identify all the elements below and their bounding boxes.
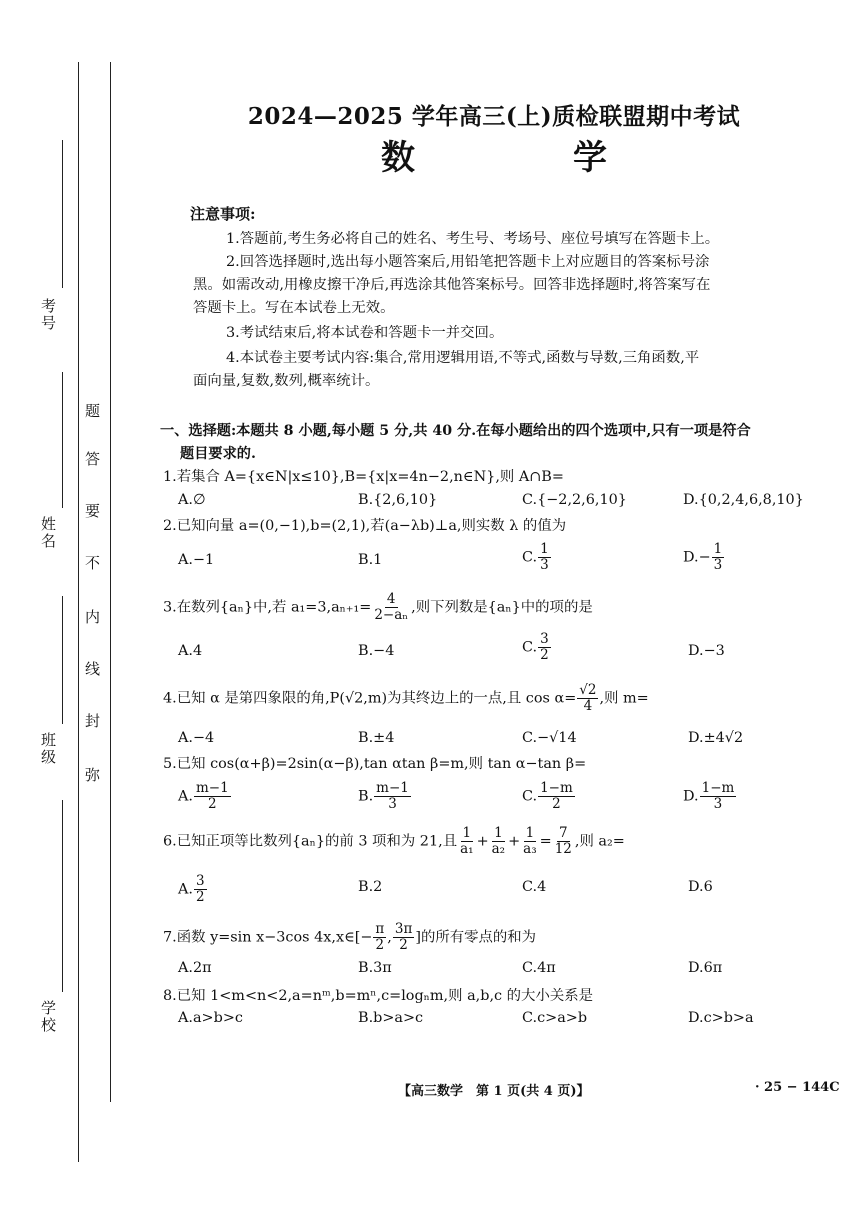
question-8-option-a[interactable]: A.a>b>c	[178, 1010, 243, 1026]
question-8-option-d[interactable]: D.c>b>a	[688, 1010, 754, 1026]
stem-text: 6.已知正项等比数列{aₙ}的前 3 项和为 21,且	[163, 833, 458, 850]
denominator: 3	[713, 796, 723, 812]
notice-item-2c: 答题卡上。写在本试卷上无效。	[193, 300, 395, 316]
denominator: 2−aₙ	[374, 607, 409, 623]
fraction	[538, 781, 575, 812]
numerator: π	[375, 921, 385, 937]
school-label: 学校	[39, 1000, 57, 1034]
fraction	[393, 922, 414, 953]
binding-line-outer	[78, 62, 79, 1162]
class-line[interactable]	[62, 596, 63, 724]
question-6-option-c[interactable]: C.4	[522, 879, 547, 895]
question-4-option-d[interactable]: D.±4√2	[688, 730, 744, 746]
numerator: 3	[195, 873, 205, 889]
question-3-option-a[interactable]: A.4	[178, 643, 203, 659]
stem-text: 7.函数 y=sin x−3cos 4x,x∈[−	[163, 929, 373, 946]
school-line[interactable]	[62, 800, 63, 992]
page-footer: 【高三数学 第 1 页(共 4 页)】	[398, 1084, 590, 1099]
fraction	[577, 683, 598, 714]
fraction	[490, 826, 507, 857]
question-6-option-d[interactable]: D.6	[688, 879, 713, 895]
question-4-option-c[interactable]: C.−√14	[522, 730, 577, 746]
fraction	[374, 781, 411, 812]
denominator: 2	[195, 889, 205, 905]
question-2-stem: 2.已知向量 a=(0,−1),b=(2,1),若(a−λb)⊥a,则实数 λ 的值为	[163, 518, 567, 534]
question-4-option-b[interactable]: B.±4	[358, 730, 395, 746]
numerator: 3π	[394, 921, 413, 937]
numerator: 1−m	[701, 780, 735, 796]
question-7-stem	[163, 922, 536, 953]
question-5-option-b[interactable]	[358, 781, 412, 812]
question-4-option-a[interactable]: A.−4	[178, 730, 215, 746]
fraction	[373, 922, 386, 953]
numerator: 1	[540, 541, 549, 557]
denominator: 3	[388, 796, 397, 812]
subject-title: 数 学	[381, 138, 669, 178]
stem-text: ]的所有零点的和为	[415, 929, 537, 946]
seal-char-7: 封	[85, 712, 101, 730]
seal-char-5: 内	[85, 608, 101, 626]
denominator: 2	[208, 796, 217, 812]
notice-item-2a: 2.回答选择题时,选出每小题答案后,用铅笔把答题卡上对应题目的答案标号涂	[226, 254, 710, 270]
question-1-option-d[interactable]: D.{0,2,4,6,8,10}	[683, 492, 804, 508]
question-7-option-c[interactable]: C.4π	[522, 960, 556, 976]
notice-item-4b: 面向量,复数,数列,概率统计。	[193, 373, 380, 389]
seal-char-1: 题	[85, 402, 101, 420]
notice-heading: 注意事项:	[190, 205, 256, 223]
question-7-option-b[interactable]: B.3π	[358, 960, 392, 976]
question-2-option-b[interactable]: B.1	[358, 552, 383, 568]
denominator: 3	[713, 557, 723, 573]
notice-item-1: 1.答题前,考生务必将自己的姓名、考生号、考场号、座位号填写在答题卡上。	[226, 231, 720, 247]
exam-title: 2024—2025 学年高三(上)质检联盟期中考试	[247, 103, 741, 130]
denominator: a₃	[523, 841, 537, 857]
class-label: 班级	[39, 732, 57, 766]
stem-text: 4.已知 α 是第四象限的角,P(√2,m)为其终边上的一点,且 cos α=	[163, 690, 577, 707]
question-3-option-b[interactable]: B.−4	[358, 643, 395, 659]
option-prefix: C.	[522, 788, 538, 805]
fraction	[194, 874, 207, 905]
section-heading-cont: 题目要求的.	[180, 446, 256, 462]
stem-text: ,则 m=	[599, 690, 649, 707]
denominator: a₂	[491, 841, 506, 857]
denominator: 2	[540, 647, 549, 663]
stem-text: 3.在数列{aₙ}中,若 a₁=3,aₙ₊₁=	[163, 599, 372, 616]
denominator: 3	[540, 557, 549, 573]
question-2-option-c[interactable]	[522, 542, 552, 573]
equals-sign: =	[539, 833, 552, 850]
numerator: √2	[579, 682, 597, 698]
question-7-option-a[interactable]: A.2π	[178, 960, 212, 976]
question-3-option-c[interactable]	[522, 632, 552, 663]
option-prefix: D.	[683, 788, 699, 805]
binding-line-inner	[110, 62, 111, 1102]
denominator: 2	[399, 937, 408, 953]
seal-char-3: 要	[85, 502, 101, 520]
fraction	[712, 542, 725, 573]
numerator: 1	[713, 541, 723, 557]
numerator: m−1	[195, 780, 229, 796]
question-1-stem: 1.若集合 A={x∈N|x≤10},B={x|x=4n−2,n∈N},则 A∩B=	[163, 469, 564, 485]
numerator: m−1	[376, 780, 409, 796]
fraction	[194, 781, 231, 812]
numerator: 1	[525, 825, 535, 841]
fraction	[521, 826, 538, 857]
option-prefix: A.	[178, 788, 193, 805]
denominator: 12	[554, 841, 572, 857]
numerator: 4	[386, 591, 396, 607]
numerator: 3	[540, 631, 549, 647]
name-label: 姓名	[39, 516, 57, 550]
notice-item-4a: 4.本试卷主要考试内容:集合,常用逻辑用语,不等式,函数与导数,三角函数,平	[226, 350, 700, 366]
denominator: 2	[552, 796, 561, 812]
question-6-option-b[interactable]: B.2	[358, 879, 383, 895]
question-5-option-c[interactable]	[522, 781, 576, 812]
option-prefix: C.	[522, 549, 538, 566]
seal-char-6: 线	[85, 660, 101, 678]
question-1-option-a[interactable]: A.∅	[178, 492, 206, 508]
denominator: 4	[583, 698, 593, 714]
question-8-option-b[interactable]: B.b>a>c	[358, 1010, 424, 1026]
stem-text: ,则下列数是{aₙ}中的项的是	[411, 599, 593, 616]
plus-sign: +	[508, 833, 521, 850]
option-prefix: A.	[178, 881, 193, 898]
option-prefix: B.	[358, 788, 374, 805]
fraction	[372, 592, 410, 623]
question-8-option-c[interactable]: C.c>a>b	[522, 1010, 588, 1026]
exam-number-label: 考号	[39, 298, 57, 332]
question-5-option-a[interactable]	[178, 781, 232, 812]
question-4-stem	[163, 683, 649, 714]
question-6-option-a[interactable]	[178, 874, 208, 905]
fraction	[700, 781, 737, 812]
question-1-option-c[interactable]: C.{−2,2,6,10}	[522, 492, 627, 508]
question-5-option-d[interactable]	[683, 781, 737, 812]
numerator: 1−m	[540, 780, 573, 796]
question-7-option-d[interactable]: D.6π	[688, 960, 723, 976]
question-3-option-d[interactable]: D.−3	[688, 643, 725, 659]
fraction	[458, 826, 475, 857]
seal-char-4: 不	[85, 554, 101, 572]
plus-sign: +	[476, 833, 489, 850]
question-2-option-d[interactable]	[683, 542, 725, 573]
notice-item-3: 3.考试结束后,将本试卷和答题卡一并交回。	[226, 325, 504, 341]
fraction	[538, 632, 551, 663]
option-prefix: D.−	[683, 549, 711, 566]
question-5-stem: 5.已知 cos(α+β)=2sin(α−β),tan αtan β=m,则 tan α−tan β=	[163, 756, 587, 772]
question-3-stem	[163, 592, 593, 623]
exam-code: · 25 − 144C	[755, 1080, 840, 1095]
seal-char-2: 答	[85, 450, 101, 468]
question-8-stem: 8.已知 1<m<n<2,a=nᵐ,b=mⁿ,c=logₙm,则 a,b,c 的大小关系是	[163, 988, 594, 1004]
comma: ,	[387, 929, 392, 946]
name-line[interactable]	[62, 372, 63, 508]
question-6-stem	[163, 826, 625, 857]
fraction	[553, 826, 574, 857]
question-1-option-b[interactable]: B.{2,6,10}	[358, 492, 438, 508]
option-prefix: C.	[522, 639, 538, 656]
question-2-option-a[interactable]: A.−1	[178, 552, 215, 568]
notice-item-2b: 黑。如需改动,用橡皮擦干净后,再选涂其他答案标号。回答非选择题时,将答案写在	[193, 277, 711, 293]
fraction	[538, 542, 551, 573]
numerator: 1	[494, 825, 503, 841]
numerator: 1	[462, 825, 472, 841]
numerator: 7	[558, 825, 568, 841]
denominator: a₁	[460, 841, 474, 857]
denominator: 2	[375, 937, 385, 953]
section-heading: 一、选择题:本题共 8 小题,每小题 5 分,共 40 分.在每小题给出的四个选项中,只有一项是符合	[160, 423, 751, 439]
seal-char-8: 弥	[85, 766, 101, 784]
stem-text: ,则 a₂=	[574, 833, 625, 850]
